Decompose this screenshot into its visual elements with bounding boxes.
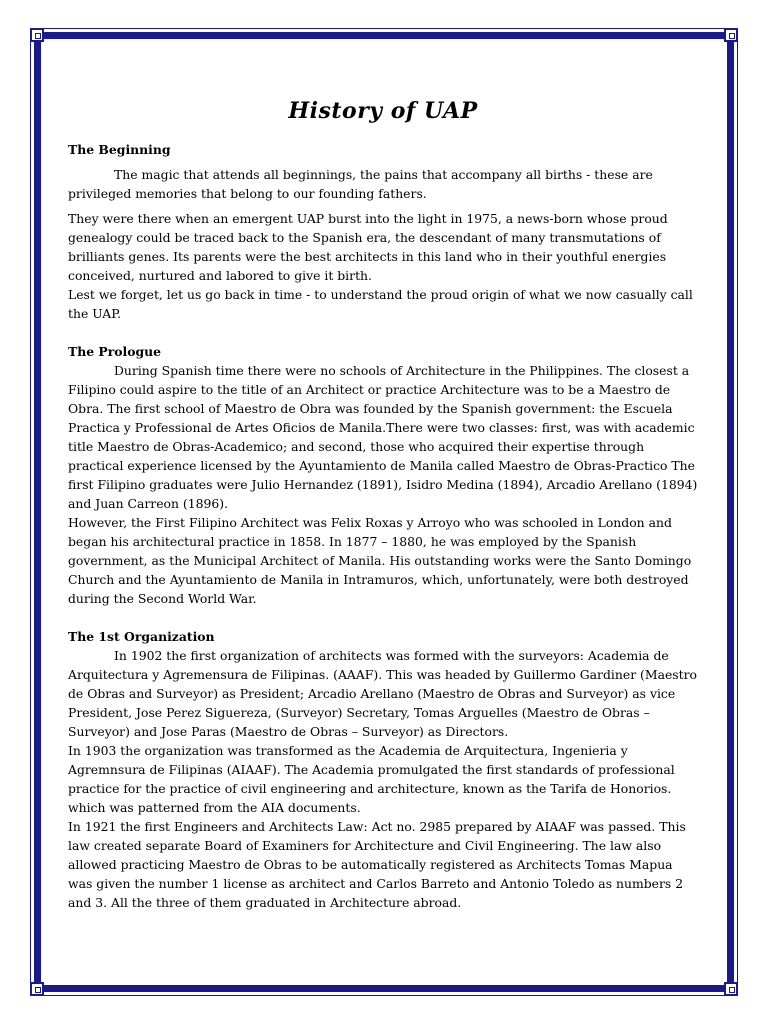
document-title: History of UAP xyxy=(288,98,478,124)
paragraph: During Spanish time there were no schools of Architecture in the Philippines. The closest a Filipino could aspire to the title of an Architect or practice Architecture was to be a Maestro de Obra. The first school of Maestro de Obra was founded by the Spanish government: the Escuela Practica y Professional de Artes Oficios de Manila.There were two classes: first, was with academic title Maestro de Obras-Academico; and second, those who acquired their expertise through practical experience licensed by the Ayuntamiento de Manila called Maestro de Obras-Practico The first Filipino graduates were Julio Hernandez (1891), Isidro Medina (1894), Arcadio Arellano (1894) and Juan Carreon (1896). xyxy=(68,363,698,511)
paragraph: The magic that attends all beginnings, the pains that accompany all births - these are privileged memories that belong to our founding fathers. xyxy=(68,167,653,201)
section-the-beginning xyxy=(68,140,698,323)
paragraph: In 1903 the organization was transformed as the Academia de Arquitectura, Ingenieria y Agremnsura de Filipinas (AIAAF). The Academia promulgated the first standards of professional practice for the practice of civil engineering and architecture, known as the Tarifa de Honorios. which was patterned from the AIA documents. xyxy=(68,743,675,815)
section-heading: The 1st Organization xyxy=(68,629,215,644)
paragraph: Lest we forget, let us go back in time - to understand the proud origin of what we now casually call the UAP. xyxy=(68,287,693,321)
paragraph: However, the First Filipino Architect was Felix Roxas y Arroyo who was schooled in London and began his architectural practice in 1858. In 1877 – 1880, he was employed by the Spanish government, as the Municipal Architect of Manila. His outstanding works were the Santo Domingo Church and the Ayuntamiento de Manila in Intramuros, which, unfortunately, were both destroyed during the Second World War. xyxy=(68,515,692,606)
paragraph: In 1921 the first Engineers and Architects Law: Act no. 2985 prepared by AIAAF was passed. This law created separate Board of Examiners for Architecture and Civil Engineering. The law also allowed practicing Maestro de Obras to be automatically registered as Architects Tomas Mapua was given the number 1 license as architect and Carlos Barreto and Antonio Toledo as numbers 2 and 3. All the three of them graduated in Architecture abroad. xyxy=(68,819,686,910)
corner-ornament-top-left xyxy=(30,28,44,42)
section-heading: The Beginning xyxy=(68,142,171,157)
corner-ornament-bottom-right xyxy=(724,982,738,996)
section-the-prologue xyxy=(68,342,698,608)
paragraph: In 1902 the first organization of architects was formed with the surveyors: Academia de Arquitectura y Agremensura de Filipinas. (AAAF). This was headed by Guillermo Gardiner (Maestro de Obras and Surveyor) as President; Arcadio Arellano (Maestro de Obras and Surveyor) as vice President, Jose Perez Siguereza, (Surveyor) Secretary, Tomas Arguelles (Maestro de Obras – Surveyor) and Jose Paras (Maestro de Obras – Surveyor) as Directors. xyxy=(68,648,698,739)
section-the-1st-organization xyxy=(68,627,698,912)
document-body xyxy=(68,96,698,912)
corner-ornament-top-right xyxy=(724,28,738,42)
section-heading: The Prologue xyxy=(68,344,162,359)
corner-ornament-bottom-left xyxy=(30,982,44,996)
paragraph: They were there when an emergent UAP burst into the light in 1975, a news-born whose proud genealogy could be traced back to the Spanish era, the descendant of many transmutations of brilliants genes. Its parents were the best architects in this land who in their youthful energies conceived, nurtured and labored to give it birth. xyxy=(68,211,668,283)
